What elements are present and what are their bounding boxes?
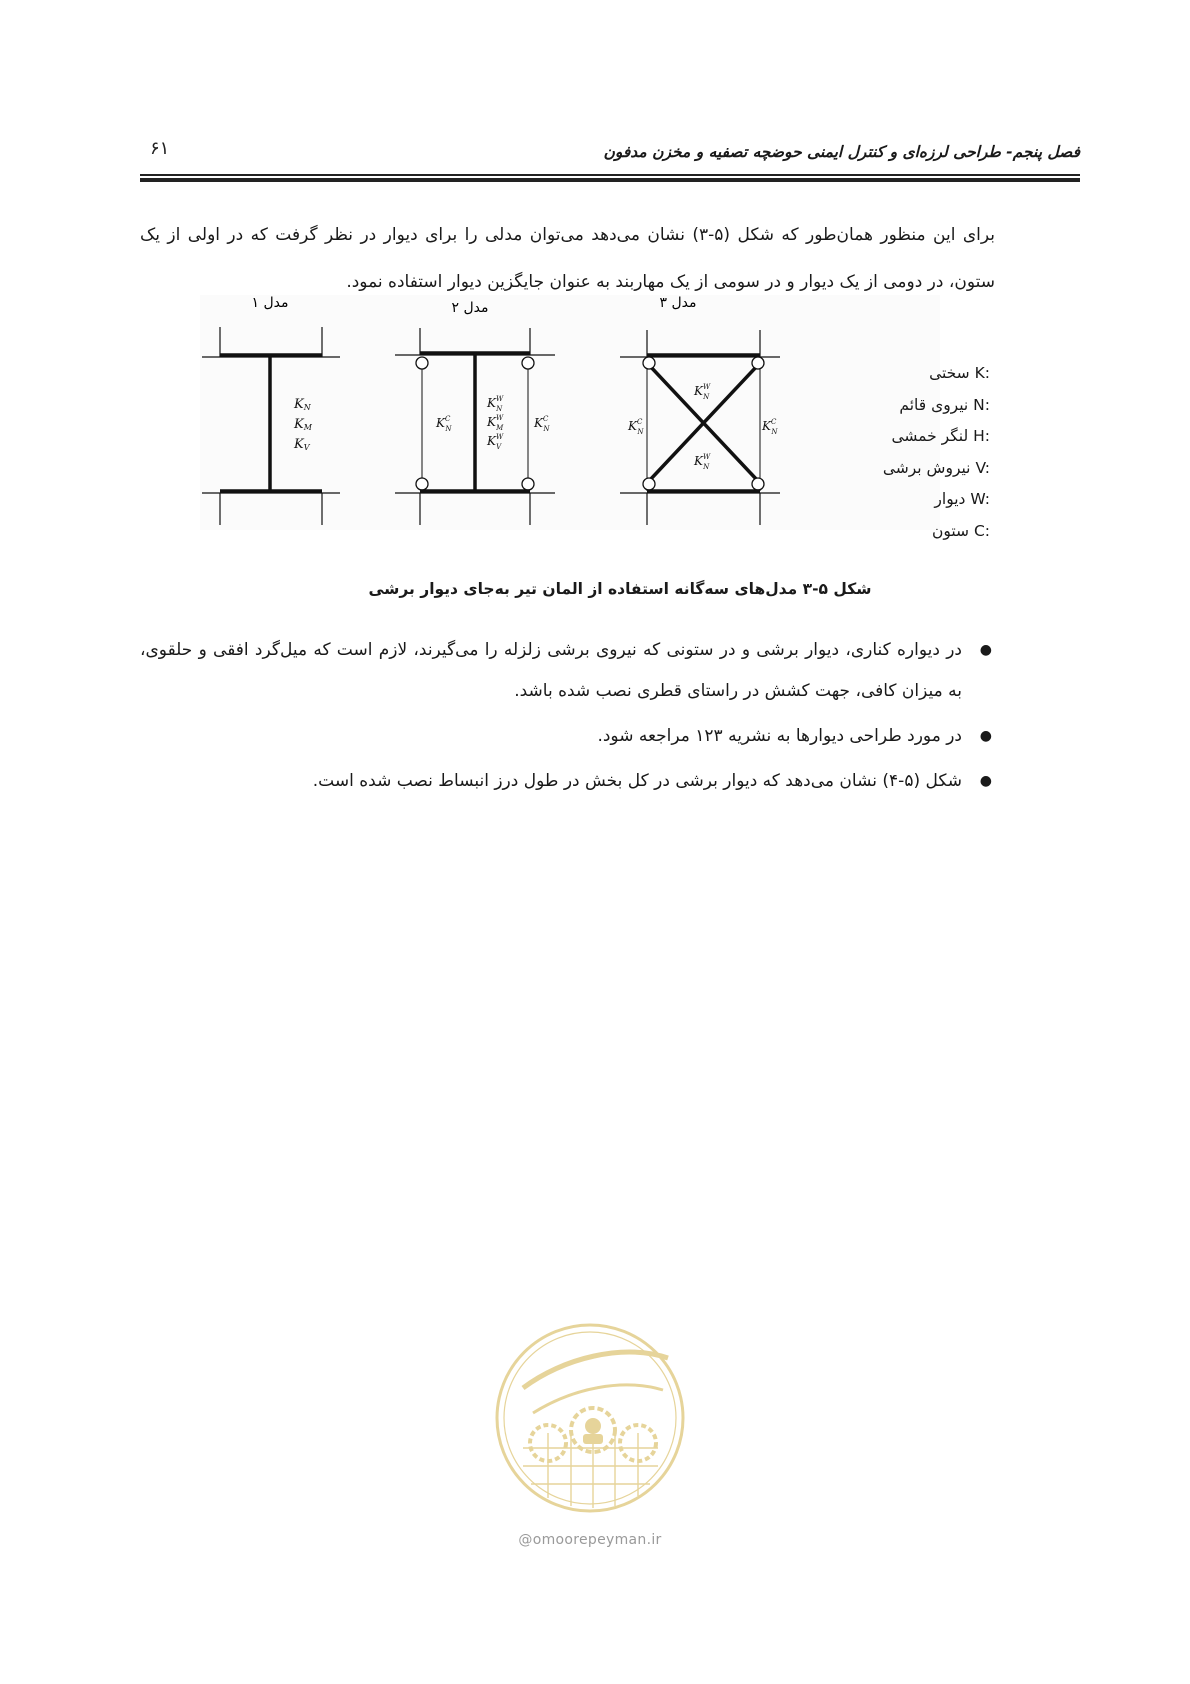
legend-item: سختی K:	[929, 364, 990, 382]
svg-text:KCN: $K^C$ N	[628, 418, 644, 436]
svg-text:KM: KM	[294, 417, 312, 432]
svg-text:KWN: $K^W$ N	[487, 395, 504, 413]
bullet-list	[140, 630, 1000, 806]
logo-emblem-icon	[493, 1318, 688, 1518]
legend-item: نیروش برشی V:	[882, 458, 990, 477]
legend-item: ستون C:	[931, 521, 990, 540]
svg-text:KWV: $K^W$ V	[487, 433, 504, 451]
legend-item: دیوار W:	[934, 490, 990, 508]
header-rule-thick	[140, 178, 1080, 182]
header-rule-thin	[140, 174, 1080, 176]
svg-text:KWN: $K^W$ N	[694, 453, 711, 471]
list-item: ● در دیواره کناری، دیوار برشی و در ستونی که نیروی برشی زلزله را می‌گیرند، لازم است که میل‌گرد افقی و حلقوی، به میزان کافی، جهت کشش در راستای قطری نصب شده باشد.	[140, 630, 1000, 712]
svg-text:KV: KV	[294, 437, 310, 452]
figure-legend	[880, 358, 990, 547]
svg-text:KCN: $K^C$ N	[436, 415, 452, 433]
bullet-icon: ●	[979, 728, 992, 744]
bullet-icon: ●	[979, 773, 992, 789]
intro-paragraph: برای این منظور همان‌طور که شکل (۵-۳) نشان می‌دهد می‌توان مدلی را برای دیوار در نظر گرفت که در اولی از یک ستون، در دومی از یک دیوار و در سومی از یک مهاربند به عنوان جایگزین دیوار استفاده نمود.	[140, 225, 995, 292]
legend-item: نیروی قائم N:	[899, 395, 990, 414]
bullet-icon: ●	[979, 642, 992, 658]
svg-text:KWM: $K^W$ M	[487, 414, 504, 432]
watermark-site: @omoorepeyman.ir	[518, 1532, 662, 1548]
chapter-title: فصل پنجم- طراحی لرزه‌ای و کنترل ایمنی حوضچه تصفیه و مخزن مدفون	[603, 143, 1080, 161]
svg-text:KCN: $K^C$ N	[762, 418, 778, 436]
model2-label: مدل ۲	[451, 300, 489, 316]
list-item: ● شکل (۵-۴) نشان می‌دهد که دیوار برشی در کل بخش در طول درز انبساط نصب شده است.	[140, 761, 1000, 802]
watermark-logo	[493, 1318, 688, 1518]
model3-label: مدل ۳	[659, 295, 697, 311]
model1-label: مدل ۱	[251, 295, 289, 311]
legend-item: لنگر خمشی H:	[891, 427, 990, 445]
svg-text:KWN: $K^W$ N	[694, 383, 711, 401]
list-item: ● در مورد طراحی دیوارها به نشریه ۱۲۳ مراجعه شود.	[140, 716, 1000, 757]
page-number: ۶۱	[150, 138, 170, 159]
figure-caption: شکل ۵-۳ مدل‌های سه‌گانه استفاده از المان تیر به‌جای دیوار برشی	[368, 580, 872, 598]
svg-text:KCN: $K^C$ N	[534, 415, 550, 433]
svg-text:KN: KN	[294, 397, 311, 412]
